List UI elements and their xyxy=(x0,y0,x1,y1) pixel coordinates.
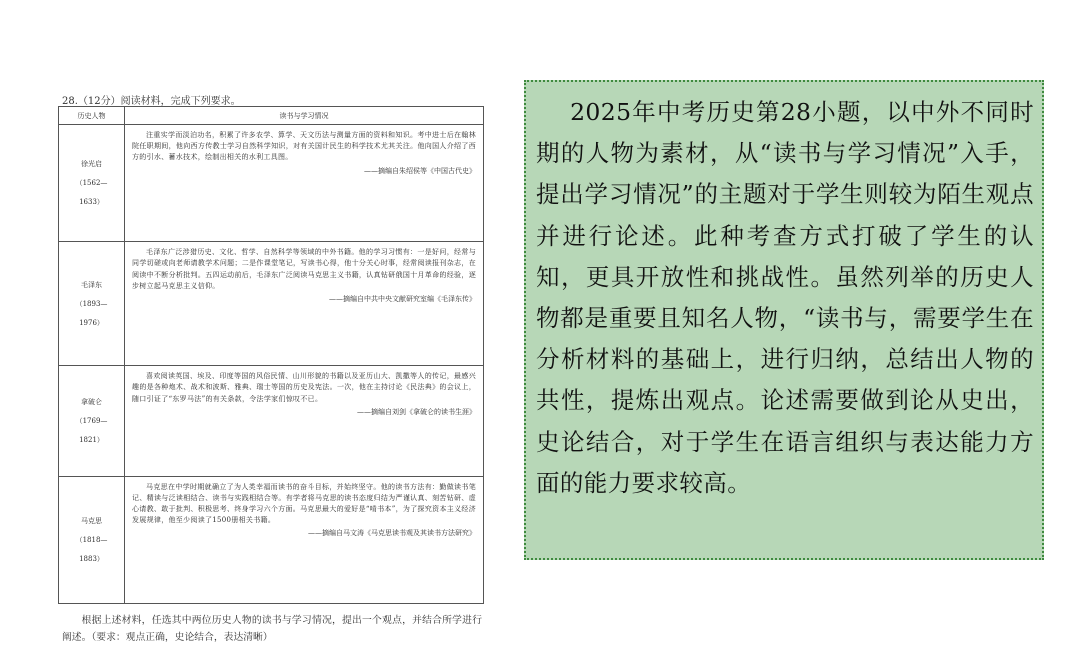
person-name: 拿破仑 xyxy=(81,397,102,406)
reading-material-table xyxy=(58,106,484,604)
reading-text: 毛泽东广泛涉猎历史、文化、哲学、自然科学等领域的中外书籍。他的学习习惯有：一是好问，经常与同学切磋或向老师请教学术问题；二是作课堂笔记，写读书心得，他十分关心时事，经常阅读报刊杂志，在阅读中不断分析批判。五四运动前后，毛泽东广泛阅读马克思主义书籍，认真钻研俄国十月革命的经验，逐步树立起马克思主义信仰。 xyxy=(132,248,476,290)
column-header-person: 历史人物 xyxy=(59,107,125,125)
commentary-text: 2025年中考历史第28小题，以中外不同时期的人物为素材，从“读书与学习情况”入手，提出学习情况”的主题对于学生则较为陌生观点并进行论述。此种考查方式打破了学生的认知，更具开放性和挑战性。虽然列举的历史人物都是重要且知名人物，“读书与，需要学生在分析材料的基础上，进行归纳，总结出人物的共性，提炼出观点。论述需要做到论从史出，史论结合，对于学生在语言组织与表达能力方面的能力要求较高。 xyxy=(536,98,1034,497)
person-name: 马克思 xyxy=(81,516,102,525)
source-citation: ——摘编自刘剑《拿破仑的读书生涯》 xyxy=(357,407,476,416)
reading-text: 马克思在中学时期就确立了为人类幸福而读书的奋斗目标，并始终坚守。他的读书方法有：勤做读书笔记、精读与泛读相结合、读书与实践相结合等。有学者将马克思的读书态度归结为严谨认真、刻苦钻研、虚心请教、敢于批判、积极思考、终身学习六个方面。马克思最大的爱好是“啃书本”，为了探究资本主义经济发展规律，他至少阅读了1500册相关书籍。 xyxy=(132,482,476,525)
person-name: 徐光启 xyxy=(81,160,102,169)
reading-cell xyxy=(125,476,484,603)
reading-text: 注重实学而淡泊功名，积累了许多农学、算学、天文历法与测量方面的资料和知识。考中进士后在翰林院任职期间，他向西方传教士学习自然科学知识，对有关国计民生的科学技术尤其关注。他向国人介绍了西方的引水、蓄水技术，绘制出相关的水利工具图。 xyxy=(132,131,476,162)
source-citation: ——摘编自马文涛《马克思读书观及其读书方法研究》 xyxy=(308,529,476,538)
reading-text: 喜欢阅读英国、埃及、印度等国的风俗民情、山川形貌的书籍以及亚历山大、凯撒等人的传记，最感兴趣的是各种炮术、战术和波斯、雅典、瑞士等国的历史及宪法。一次，他在主持讨论《民法典》的会议上，随口引证了“东罗马法”的有关条款，令法学家们惊叹不已。 xyxy=(132,372,476,403)
column-header-reading: 读书与学习情况 xyxy=(125,107,484,125)
question-header: 28.（12分）阅读材料，完成下列要求。 xyxy=(62,96,241,107)
table-row xyxy=(59,125,484,242)
person-cell xyxy=(59,366,125,476)
question-prompt: 根据上述材料，任选其中两位历史人物的读书与学习情况，提出一个观点，并结合所学进行阐述。（要求：观点正确，史论结合，表达清晰） xyxy=(62,615,482,643)
reading-cell xyxy=(125,366,484,476)
person-years: （1818— 1883） xyxy=(75,535,108,563)
person-years: （1893— 1976） xyxy=(75,299,108,327)
reading-cell xyxy=(125,242,484,366)
person-years: （1562— 1633） xyxy=(75,179,108,207)
source-citation: ——摘编自中共中央文献研究室编《毛泽东传》 xyxy=(329,295,476,304)
table-header-row xyxy=(59,107,484,125)
exam-question-image xyxy=(52,84,492,643)
table-row xyxy=(59,366,484,476)
table-row xyxy=(59,476,484,603)
person-years: （1769— 1821） xyxy=(75,416,108,444)
table-row xyxy=(59,242,484,366)
person-cell xyxy=(59,476,125,603)
reading-cell xyxy=(125,125,484,242)
source-citation: ——摘编自朱绍侯等《中国古代史》 xyxy=(364,166,476,175)
person-cell xyxy=(59,242,125,366)
person-cell xyxy=(59,125,125,242)
person-name: 毛泽东 xyxy=(81,280,102,289)
commentary-box xyxy=(524,80,1044,560)
